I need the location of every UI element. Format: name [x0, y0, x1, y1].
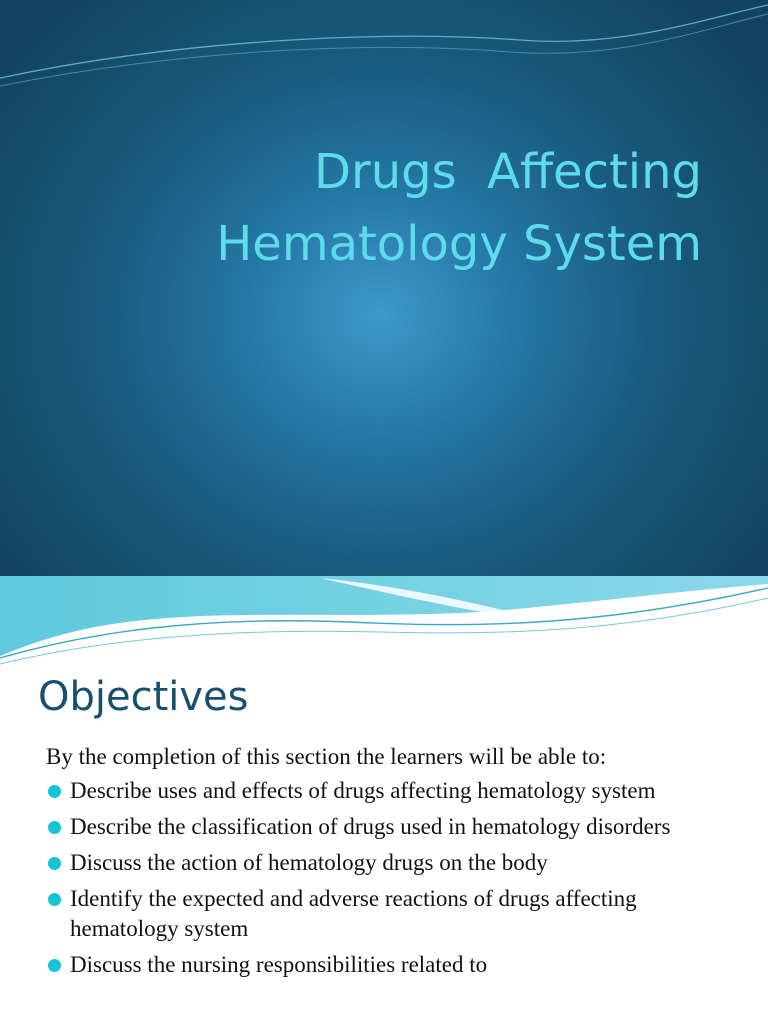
objectives-heading: Objectives — [38, 674, 249, 720]
decorative-wave-header — [0, 576, 768, 676]
list-item-text: Identify the expected and adverse reactions of drugs affecting hematology system — [70, 886, 637, 941]
bullet-dot-icon — [48, 785, 61, 798]
slide-title-line-1: Drugs Affecting — [314, 144, 702, 200]
list-item-text: Describe uses and effects of drugs affecting hematology system — [70, 778, 656, 803]
list-item — [46, 884, 746, 944]
list-item-text: Describe the classification of drugs used in hematology disorders — [70, 814, 671, 839]
bullet-dot-icon — [48, 821, 61, 834]
objectives-list — [46, 776, 746, 986]
slide-title — [102, 136, 702, 280]
objectives-slide — [0, 576, 768, 1024]
bullet-dot-icon — [48, 959, 61, 972]
bullet-dot-icon — [48, 893, 61, 906]
list-item — [46, 776, 746, 806]
list-item — [46, 812, 746, 842]
bullet-dot-icon — [48, 857, 61, 870]
slide-title-line-2: Hematology System — [216, 216, 702, 272]
list-item — [46, 950, 746, 980]
list-item-text: Discuss the nursing responsibilities related to — [70, 952, 488, 977]
list-item-text: Discuss the action of hematology drugs on the body — [70, 850, 548, 875]
list-item — [46, 848, 746, 878]
objectives-intro: By the completion of this section the learners will be able to: — [46, 744, 607, 769]
